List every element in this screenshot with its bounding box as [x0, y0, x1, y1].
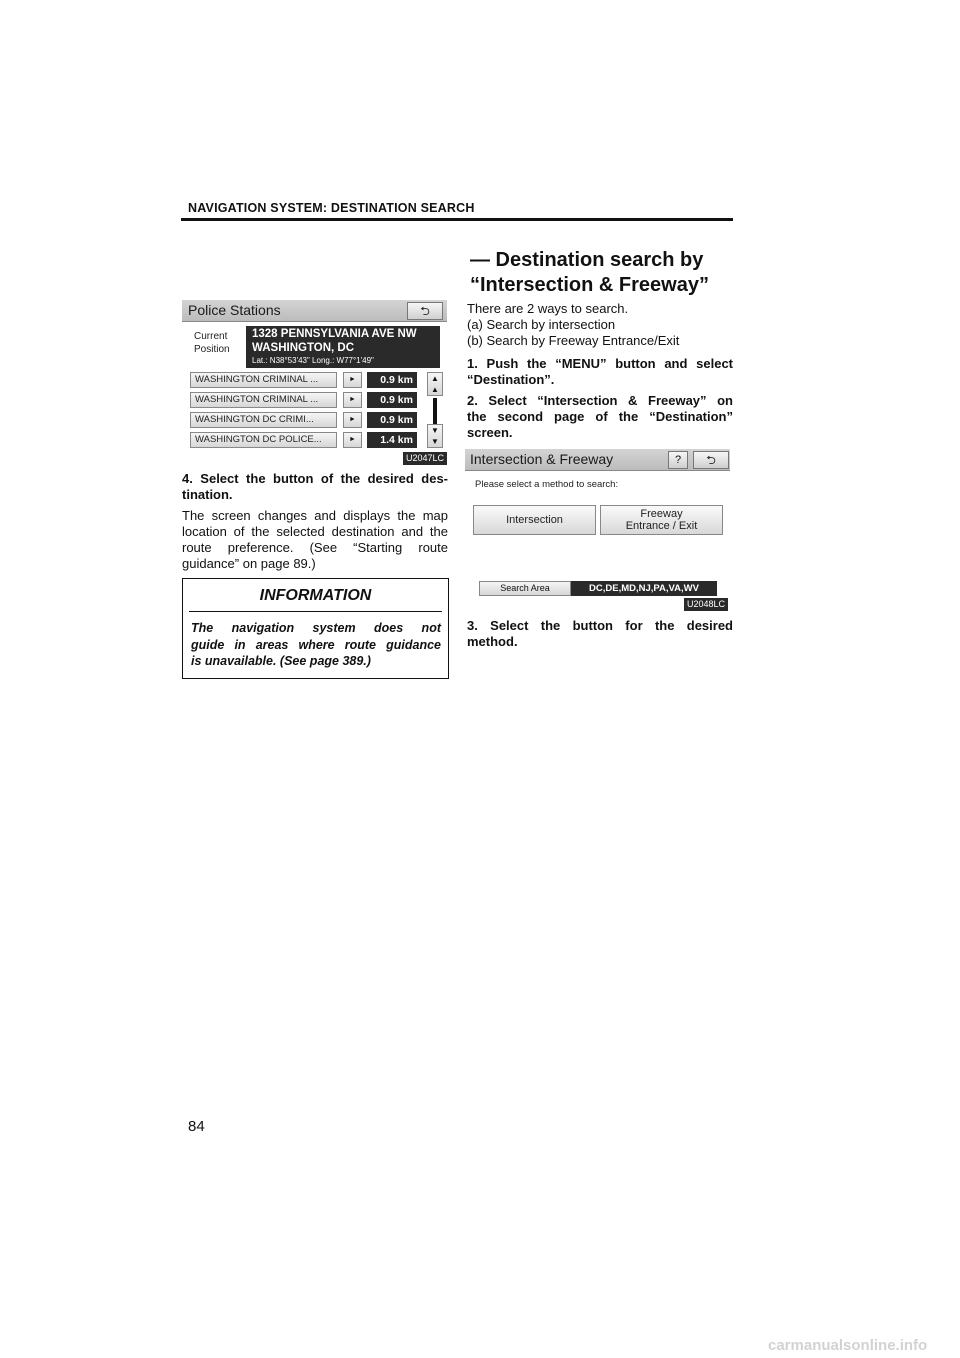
search-area-value: DC,DE,MD,NJ,PA,VA,WV [571, 581, 717, 596]
result-row [190, 432, 420, 448]
current-position-label [194, 330, 230, 356]
play-arrow-icon: ► [349, 416, 356, 423]
step-1-line2: “Destination”. [467, 372, 555, 387]
result-row [190, 412, 420, 428]
freeway-button-line1: Freeway [640, 508, 683, 520]
information-box [182, 578, 449, 679]
para-line4: guidance” on page 89.) [182, 556, 316, 571]
step-3 [467, 618, 733, 650]
step-3-line2: method. [467, 634, 518, 649]
screen-title: Intersection & Freeway [470, 451, 614, 467]
result-detail-button[interactable] [343, 432, 362, 448]
current-position-label-line1: Current [194, 331, 228, 342]
result-distance: 1.4 km [367, 432, 417, 448]
step-2-line2: the second page of the “Destination” [467, 409, 733, 424]
address-line2: WASHINGTON, DC [252, 342, 355, 354]
result-paragraph [182, 508, 448, 572]
back-button[interactable] [407, 302, 443, 320]
search-method-prompt: Please select a method to search: [475, 479, 619, 490]
freeway-entrance-exit-button[interactable] [600, 505, 723, 535]
help-button[interactable]: ? [668, 451, 688, 469]
section-title-line2: “Intersection & Freeway” [470, 274, 709, 296]
option-a: (a) Search by intersection [467, 317, 616, 332]
step-2-line1: 2. Select “Intersection & Freeway” on [467, 393, 733, 408]
result-name-button[interactable]: WASHINGTON DC POLICE... [190, 432, 337, 448]
header-rule [181, 218, 733, 221]
watermark: carmanualsonline.info [768, 1337, 928, 1354]
information-rule [189, 611, 442, 612]
step-4-line1: 4. Select the button of the desired des- [182, 471, 448, 486]
image-code: U2048LC [684, 598, 728, 611]
return-arrow-icon: ⮌ [706, 453, 716, 467]
play-arrow-icon: ► [349, 396, 356, 403]
play-arrow-icon: ► [349, 376, 356, 383]
section-title [470, 248, 709, 298]
screen-title-bar [465, 449, 730, 471]
screen-title: Police Stations [188, 302, 281, 318]
step-1 [467, 356, 733, 388]
page-number: 84 [188, 1118, 205, 1135]
result-distance: 0.9 km [367, 412, 417, 428]
police-stations-screen [182, 300, 447, 465]
result-name-button[interactable]: WASHINGTON CRIMINAL ... [190, 372, 337, 388]
intersection-button[interactable]: Intersection [473, 505, 596, 535]
para-line2: location of the selected destination and the [182, 524, 448, 539]
result-name-button[interactable]: WASHINGTON DC CRIMI... [190, 412, 337, 428]
ways-intro: There are 2 ways to search. [467, 301, 629, 316]
para-line1: The screen changes and displays the map [182, 508, 448, 523]
image-code: U2047LC [403, 452, 447, 465]
scroll-down-button[interactable] [427, 424, 443, 448]
result-distance: 0.9 km [367, 392, 417, 408]
address-line1: 1328 PENNSYLVANIA AVE NW [252, 328, 417, 340]
step-2-line3: screen. [467, 425, 513, 440]
info-line2: guide in areas where route guidance [191, 637, 441, 652]
para-line3: route preference. (See “Starting route [182, 540, 448, 555]
back-button[interactable] [693, 451, 729, 469]
step-2 [467, 393, 733, 441]
intersection-freeway-screen [465, 449, 730, 609]
step-4-line2: tination. [182, 487, 233, 502]
play-arrow-icon: ► [349, 436, 356, 443]
option-b: (b) Search by Freeway Entrance/Exit [467, 333, 680, 348]
result-distance: 0.9 km [367, 372, 417, 388]
scroll-up-button[interactable] [427, 372, 443, 396]
running-header: NAVIGATION SYSTEM: DESTINATION SEARCH [188, 201, 475, 215]
search-ways [467, 301, 733, 349]
step-1-line1: 1. Push the “MENU” button and select [467, 356, 733, 371]
information-heading: INFORMATION [259, 587, 372, 604]
result-row [190, 372, 420, 388]
freeway-button-line2: Entrance / Exit [625, 520, 698, 532]
current-position-label-line2: Position [194, 344, 230, 355]
scroll-down-icon: ▼ ▼ [431, 426, 439, 446]
result-row [190, 392, 420, 408]
return-arrow-icon: ⮌ [420, 304, 430, 318]
scrollbar[interactable] [433, 398, 437, 424]
step-4 [182, 471, 448, 503]
coordinates: Lat.: N38°53'43" Long.: W77°1'49" [252, 356, 374, 365]
section-title-line1: — Destination search by [470, 249, 704, 271]
result-detail-button[interactable] [343, 412, 362, 428]
result-name-button[interactable]: WASHINGTON CRIMINAL ... [190, 392, 337, 408]
info-line1: The navigation system does not [191, 621, 441, 635]
scroll-up-icon: ▲ ▲ [431, 374, 439, 394]
current-address-display [246, 326, 440, 368]
info-line3: is unavailable. (See page 389.) [191, 654, 371, 668]
result-detail-button[interactable] [343, 372, 362, 388]
result-detail-button[interactable] [343, 392, 362, 408]
screen-title-bar [182, 300, 447, 322]
information-text [191, 620, 441, 670]
search-area-button[interactable]: Search Area [479, 581, 571, 596]
step-3-line1: 3. Select the button for the desired [467, 618, 733, 633]
